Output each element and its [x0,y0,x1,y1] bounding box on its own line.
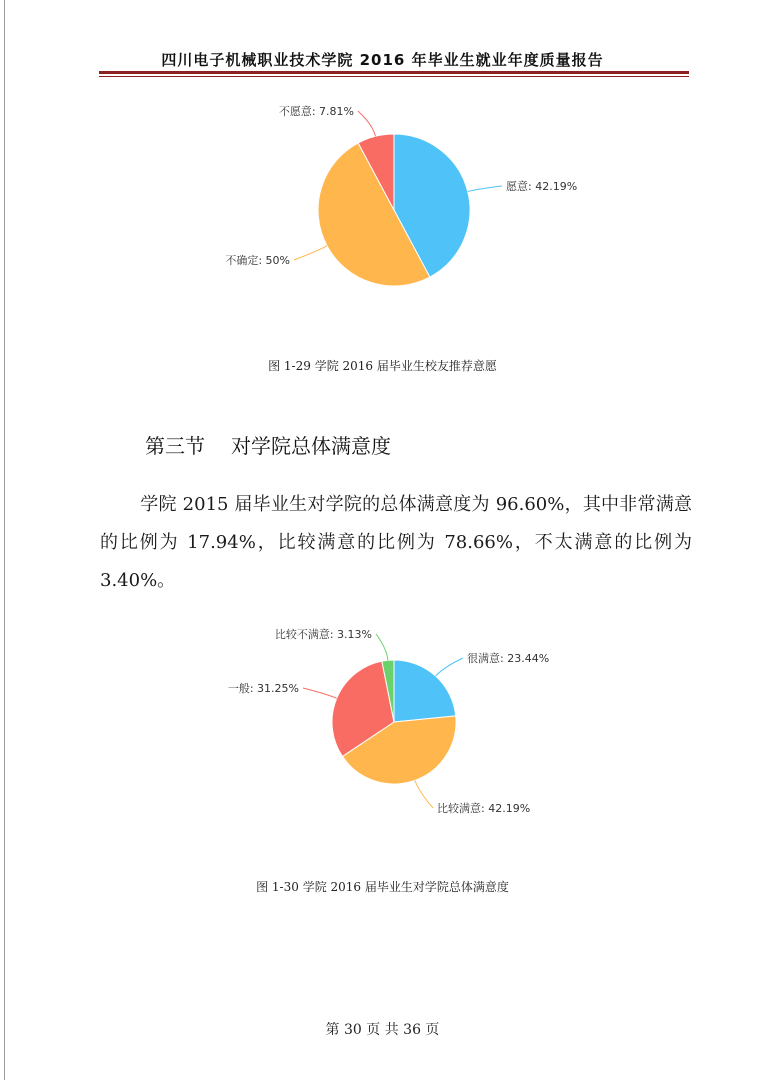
header-rule-thin [99,76,689,77]
pie-label-very-satisfied: 很满意: 23.44% [467,652,550,665]
pie-leader-30-2 [303,688,337,698]
pie-leader-30-0 [436,658,463,676]
pie-leader-29-0 [468,186,502,192]
pie-label-uncertain: 不确定: 50% [225,254,290,267]
pie-leader-30-3 [376,634,388,660]
report-header-title: 四川电子机械职业技术学院 2016 年毕业生就业年度质量报告 [161,51,604,69]
figure-caption-1-29: 图 1-29 学院 2016 届毕业生校友推荐意愿 [268,359,497,373]
header-rule [99,71,689,74]
pie-leader-30-1 [415,780,433,808]
pie-slice-30-0 [394,660,456,722]
section-title-text: 对学院总体满意度 [231,434,391,458]
pie-chart-satisfaction [0,620,765,820]
pie-leader-29-1 [294,246,327,260]
pie-label-average: 一般: 31.25% [227,682,299,695]
paragraph-text: 学院 2015 届毕业生对学院的总体满意度为 96.60%，其中非常满意的比例为 17.94%，比较满意的比例为 78.66%，不太满意的比例为 3.40%。 [100,494,692,591]
pie-leader-29-2 [358,111,376,136]
pie-label-fairly-satisfied: 比较满意: 42.19% [437,802,531,815]
figure-caption-1-30: 图 1-30 学院 2016 届毕业生对学院总体满意度 [256,880,509,894]
section-heading [145,430,391,459]
pie-chart-recommendation [0,100,765,300]
body-paragraph [100,486,692,600]
pie-label-not-satisfied: 比较不满意: 3.13% [274,628,372,641]
pie-label-unwilling: 不愿意: 7.81% [278,105,354,118]
section-number: 第三节 [145,434,205,458]
page-number-footer: 第 30 页 共 36 页 [325,1022,440,1038]
pie-label-willing: 愿意: 42.19% [506,180,578,193]
